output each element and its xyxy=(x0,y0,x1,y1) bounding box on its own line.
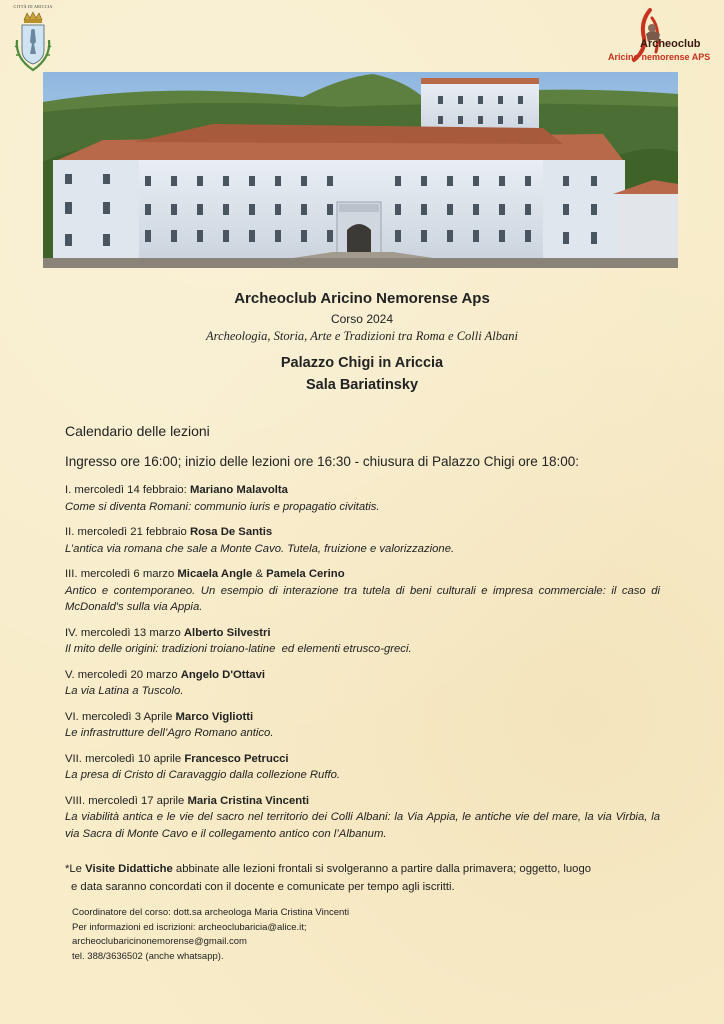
logo-title: Archeoclub xyxy=(640,38,701,50)
lesson-title: Come si diventa Romani: communio iuris e propagatio civitatis. xyxy=(65,500,380,513)
lesson-title: La via Latina a Tuscolo. xyxy=(65,685,184,697)
lesson-item xyxy=(65,524,660,557)
lesson-speaker: Mariano Malavolta xyxy=(189,484,288,496)
palazzo-chigi-illustration xyxy=(43,72,678,268)
lesson-date: V. mercoledì 20 marzo xyxy=(65,668,181,681)
coat-of-arms-icon xyxy=(12,10,54,76)
lesson-item xyxy=(65,667,660,700)
lesson-date: II. mercoledì 21 febbraio xyxy=(65,526,190,538)
lesson-date: I. mercoledì 14 febbraio: xyxy=(65,484,190,496)
lesson-speaker: Rosa De Santis xyxy=(189,526,273,538)
lesson-item xyxy=(65,751,660,784)
city-crest xyxy=(10,4,56,76)
lesson-item xyxy=(65,625,660,658)
venue-name: Palazzo Chigi in Ariccia xyxy=(280,355,444,371)
lesson-title: L’antica via romana che sale a Monte Cavo. Tutela, fruizione e valorizzazione. xyxy=(65,542,455,555)
lesson-speaker: Micaela Angle xyxy=(177,568,253,580)
note-prefix: *Le xyxy=(65,863,86,875)
phone-line: tel. 388/3636502 (anche whatsapp). xyxy=(72,950,224,962)
lesson-title: Le infrastrutture dell’Agro Romano antico. xyxy=(65,727,274,739)
palazzo-photo xyxy=(43,72,678,268)
lesson-date: VIII. mercoledì 17 aprile xyxy=(65,794,188,807)
lesson-speaker: Marco Vigliotti xyxy=(175,710,254,723)
gmail-line: archeoclubaricinonemorense@gmail.com xyxy=(72,936,247,947)
venue-room: Sala Bariatinsky xyxy=(305,377,419,393)
contacts-block xyxy=(72,906,349,964)
lesson-speaker: Alberto Silvestri xyxy=(183,626,271,639)
note-text-line2: e data saranno concordati con il docente e comunicate per tempo agli iscritti. xyxy=(71,881,455,893)
note-text: abbinate alle lezioni frontali si svolgeranno a partire dalla primavera; oggetto, luogo xyxy=(172,863,592,875)
lesson-speaker: Maria Cristina Vincenti xyxy=(187,794,310,807)
lessons-list xyxy=(65,482,660,851)
archeoclub-logo xyxy=(606,8,716,68)
lesson-date: IV. mercoledì 13 marzo xyxy=(65,626,184,639)
crest-label: CITTÀ DI ARICCIA xyxy=(13,4,53,9)
lesson-speaker: Francesco Petrucci xyxy=(184,752,289,765)
coordinator-line: Coordinatore del corso: dott.sa archeologa Maria Cristina Vincenti xyxy=(72,907,350,918)
lesson-item xyxy=(65,482,660,515)
lesson-speaker-2: Pamela Cerino xyxy=(266,568,345,580)
lesson-speaker-separator: & xyxy=(252,568,267,580)
lesson-title: La presa di Cristo di Caravaggio dalla collezione Ruffo. xyxy=(65,769,341,781)
course-year: Corso 2024 xyxy=(330,312,394,326)
schedule-info: Ingresso ore 16:00; inizio delle lezioni ore 16:30 - chiusura di Palazzo Chigi ore 18:00: xyxy=(65,454,580,469)
lesson-item xyxy=(65,709,660,742)
lesson-date: III. mercoledì 6 marzo xyxy=(65,568,178,580)
info-email-line: Per informazioni ed iscrizioni: archeoclubaricia@alice.it; xyxy=(72,921,307,933)
course-subtitle: Archeologia, Storia, Arte e Tradizioni tra Roma e Colli Albani xyxy=(206,329,518,343)
lesson-item xyxy=(65,566,660,616)
note-highlight: Visite Didattiche xyxy=(85,863,173,875)
didactic-visits-note xyxy=(65,860,665,896)
lesson-title: Il mito delle origini: tradizioni troiano-latine ed elementi etrusco-greci. xyxy=(65,643,412,655)
logo-subtitle: Aricino nemorense APS xyxy=(608,52,711,62)
lesson-item xyxy=(65,793,660,843)
lesson-title: La viabilità antica e le vie del sacro nel territorio dei Colli Albani: la Via Appia, le antiche vie del mare, la via Virbia, la via Sacra di Monte Cavo e il collegamento antico con l’Albanum. xyxy=(65,811,660,840)
organization-title: Archeoclub Aricino Nemorense Aps xyxy=(234,290,490,307)
lesson-date: VII. mercoledì 10 aprile xyxy=(65,752,185,765)
calendar-title: Calendario delle lezioni xyxy=(65,423,210,439)
lesson-title: Antico e contemporaneo. Un esempio di interazione tra tutela di beni culturali e impresa commerciale: il caso di McDonald's sulla via Appia. xyxy=(65,584,660,613)
lesson-speaker: Angelo D'Ottavi xyxy=(180,668,266,681)
lesson-date: VI. mercoledì 3 Aprile xyxy=(65,710,176,723)
